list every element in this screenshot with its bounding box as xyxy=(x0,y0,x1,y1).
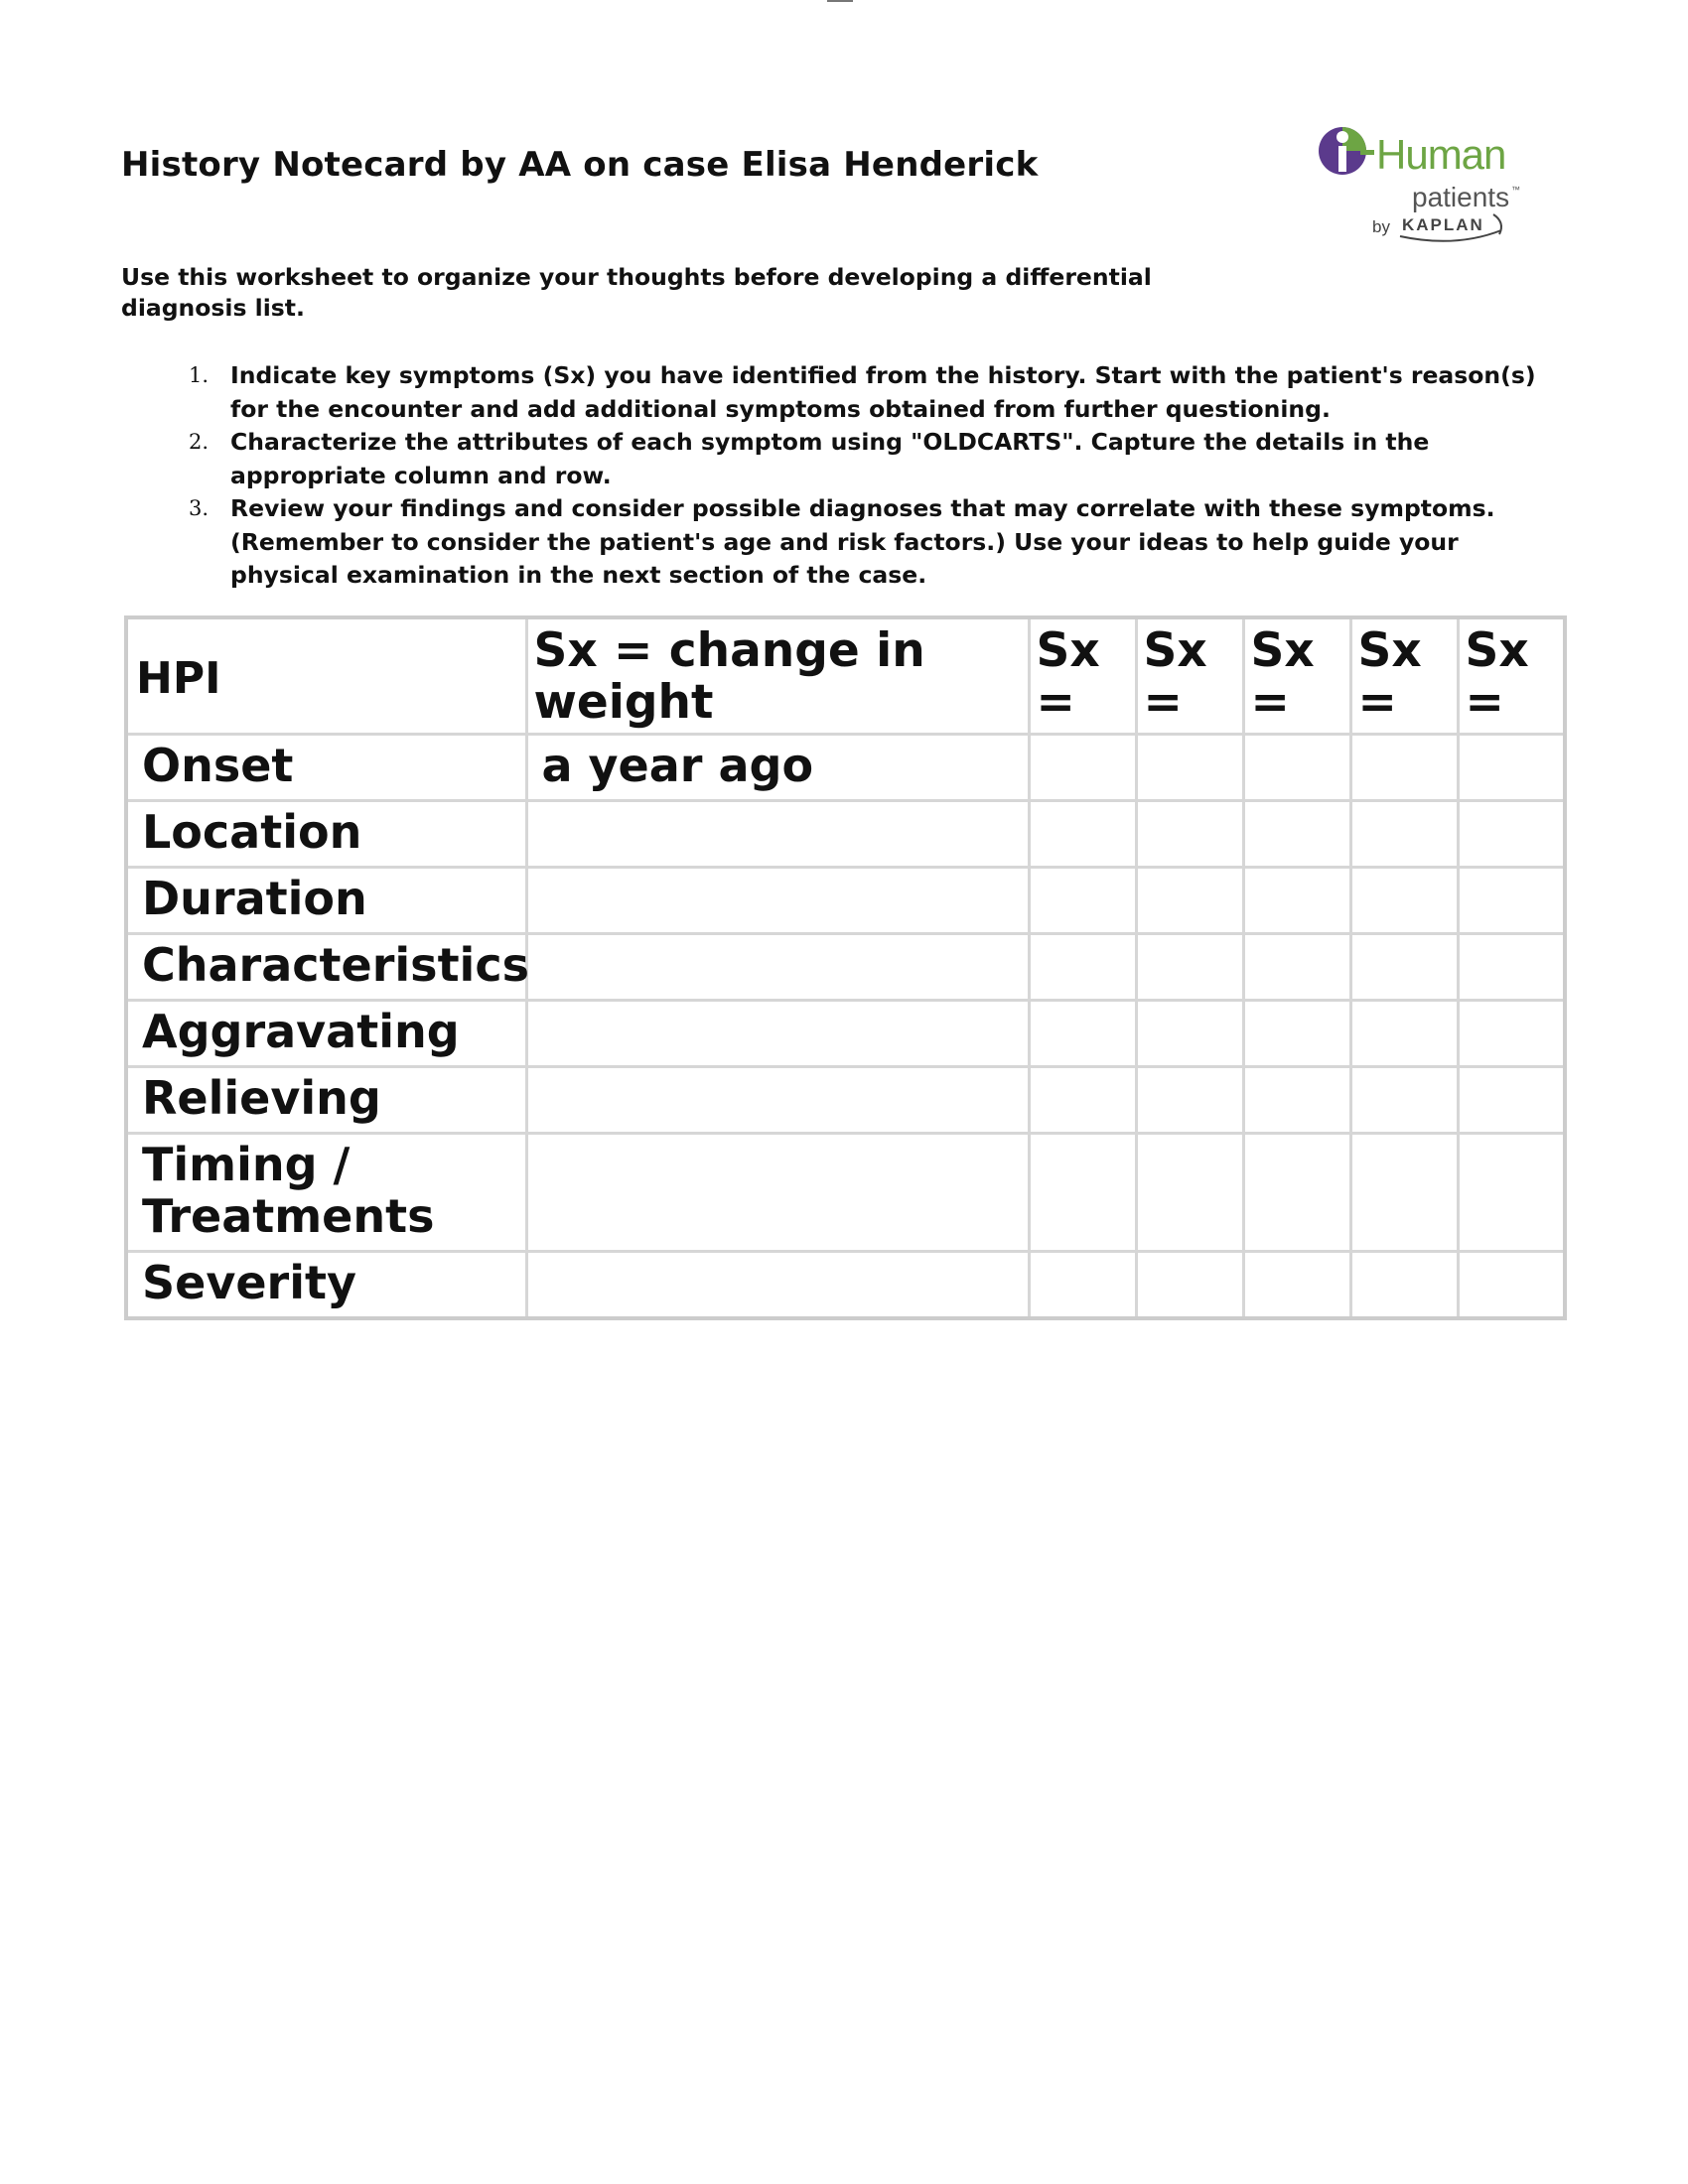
row-empty-cell[interactable] xyxy=(1029,868,1136,934)
row-empty-cell[interactable] xyxy=(1029,1134,1136,1252)
instruction-list xyxy=(189,359,1549,593)
step-number: 3. xyxy=(189,496,210,520)
table-row xyxy=(126,735,1565,801)
row-empty-cell[interactable] xyxy=(1243,934,1350,1001)
row-label: Characteristics xyxy=(126,934,526,1001)
row-empty-cell[interactable] xyxy=(1029,801,1136,868)
row-empty-cell[interactable] xyxy=(1136,735,1243,801)
logo-company: KAPLAN xyxy=(1402,215,1484,234)
step-text: Characterize the attributes of each symptom using "OLDCARTS". Capture the details in the appropriate column and row. xyxy=(230,428,1430,489)
row-empty-cell[interactable] xyxy=(1458,1001,1565,1067)
row-value-cell[interactable] xyxy=(526,1252,1029,1319)
row-label: Severity xyxy=(126,1252,526,1319)
row-empty-cell[interactable] xyxy=(1136,868,1243,934)
step-text: Indicate key symptoms (Sx) you have identified from the history. Start with the patient's reason(s) for the encounter and add additional symptoms obtained from further questioning. xyxy=(230,361,1536,423)
row-empty-cell[interactable] xyxy=(1136,1001,1243,1067)
row-empty-cell[interactable] xyxy=(1243,801,1350,868)
row-empty-cell[interactable] xyxy=(1458,801,1565,868)
table-header-row xyxy=(126,617,1565,735)
step-number: 2. xyxy=(189,430,210,454)
row-label: Onset xyxy=(126,735,526,801)
symptom-header-cell[interactable]: Sx = xyxy=(1029,617,1136,735)
row-empty-cell[interactable] xyxy=(1350,801,1458,868)
row-empty-cell[interactable] xyxy=(1350,1252,1458,1319)
table-row xyxy=(126,1134,1565,1252)
row-empty-cell[interactable] xyxy=(1029,1001,1136,1067)
row-empty-cell[interactable] xyxy=(1136,934,1243,1001)
row-empty-cell[interactable] xyxy=(1458,735,1565,801)
table-row xyxy=(126,1001,1565,1067)
step-number: 1. xyxy=(189,363,210,387)
row-empty-cell[interactable] xyxy=(1136,1252,1243,1319)
row-label: Location xyxy=(126,801,526,868)
row-empty-cell[interactable] xyxy=(1029,1067,1136,1134)
instruction-step xyxy=(189,359,1549,426)
step-text: Review your findings and consider possible diagnoses that may correlate with these symptoms. (Remember to consider the patient's age and risk factors.) Use your ideas to help guide your physical examination in the next section of the case. xyxy=(230,494,1495,589)
row-value-cell[interactable] xyxy=(526,934,1029,1001)
symptom-header-cell[interactable]: Sx = xyxy=(1458,617,1565,735)
row-empty-cell[interactable] xyxy=(1350,1001,1458,1067)
row-empty-cell[interactable] xyxy=(1029,934,1136,1001)
row-empty-cell[interactable] xyxy=(1243,1252,1350,1319)
table-row xyxy=(126,801,1565,868)
symptom-header-cell[interactable]: Sx = xyxy=(1350,617,1458,735)
hpi-header-cell: HPI xyxy=(126,617,526,735)
logo-by: by xyxy=(1372,217,1390,236)
row-empty-cell[interactable] xyxy=(1029,1252,1136,1319)
intro-text: Use this worksheet to organize your thoughts before developing a differential diagnosis list. xyxy=(121,263,1152,322)
row-empty-cell[interactable] xyxy=(1243,1001,1350,1067)
row-value-cell[interactable]: a year ago xyxy=(526,735,1029,801)
row-label: Duration xyxy=(126,868,526,934)
row-empty-cell[interactable] xyxy=(1458,934,1565,1001)
row-label: Timing / Treatments xyxy=(126,1134,526,1252)
row-empty-cell[interactable] xyxy=(1136,1134,1243,1252)
logo-sub: patients xyxy=(1412,182,1510,212)
row-value-cell[interactable] xyxy=(526,1067,1029,1134)
row-empty-cell[interactable] xyxy=(1458,1252,1565,1319)
row-empty-cell[interactable] xyxy=(1243,868,1350,934)
row-empty-cell[interactable] xyxy=(1458,1067,1565,1134)
table-row xyxy=(126,1252,1565,1319)
table-row xyxy=(126,934,1565,1001)
row-value-cell[interactable] xyxy=(526,1134,1029,1252)
row-empty-cell[interactable] xyxy=(1029,735,1136,801)
logo-brand: Human xyxy=(1376,131,1506,178)
row-value-cell[interactable] xyxy=(526,1001,1029,1067)
row-empty-cell[interactable] xyxy=(1243,1134,1350,1252)
row-value-cell[interactable] xyxy=(526,868,1029,934)
instruction-step xyxy=(189,492,1549,593)
row-label: Relieving xyxy=(126,1067,526,1134)
page-title: History Notecard by AA on case Elisa Henderick xyxy=(121,145,1039,185)
row-empty-cell[interactable] xyxy=(1350,934,1458,1001)
row-empty-cell[interactable] xyxy=(1458,868,1565,934)
row-empty-cell[interactable] xyxy=(1350,1067,1458,1134)
hpi-table xyxy=(124,615,1567,1320)
table-row xyxy=(126,868,1565,934)
instruction-step xyxy=(189,426,1549,492)
row-empty-cell[interactable] xyxy=(1458,1134,1565,1252)
row-empty-cell[interactable] xyxy=(1136,801,1243,868)
ihuman-patients-logo xyxy=(1317,117,1555,248)
row-value-cell[interactable] xyxy=(526,801,1029,868)
logo-trademark: ™ xyxy=(1511,185,1520,195)
symptom-header-cell[interactable]: Sx = change in weight xyxy=(526,617,1029,735)
symptom-header-cell[interactable]: Sx = xyxy=(1243,617,1350,735)
top-edge-mark xyxy=(827,0,853,2)
row-empty-cell[interactable] xyxy=(1243,1067,1350,1134)
row-empty-cell[interactable] xyxy=(1350,735,1458,801)
row-label: Aggravating xyxy=(126,1001,526,1067)
row-empty-cell[interactable] xyxy=(1350,868,1458,934)
table-row xyxy=(126,1067,1565,1134)
symptom-header-cell[interactable]: Sx = xyxy=(1136,617,1243,735)
row-empty-cell[interactable] xyxy=(1243,735,1350,801)
row-empty-cell[interactable] xyxy=(1136,1067,1243,1134)
row-empty-cell[interactable] xyxy=(1350,1134,1458,1252)
